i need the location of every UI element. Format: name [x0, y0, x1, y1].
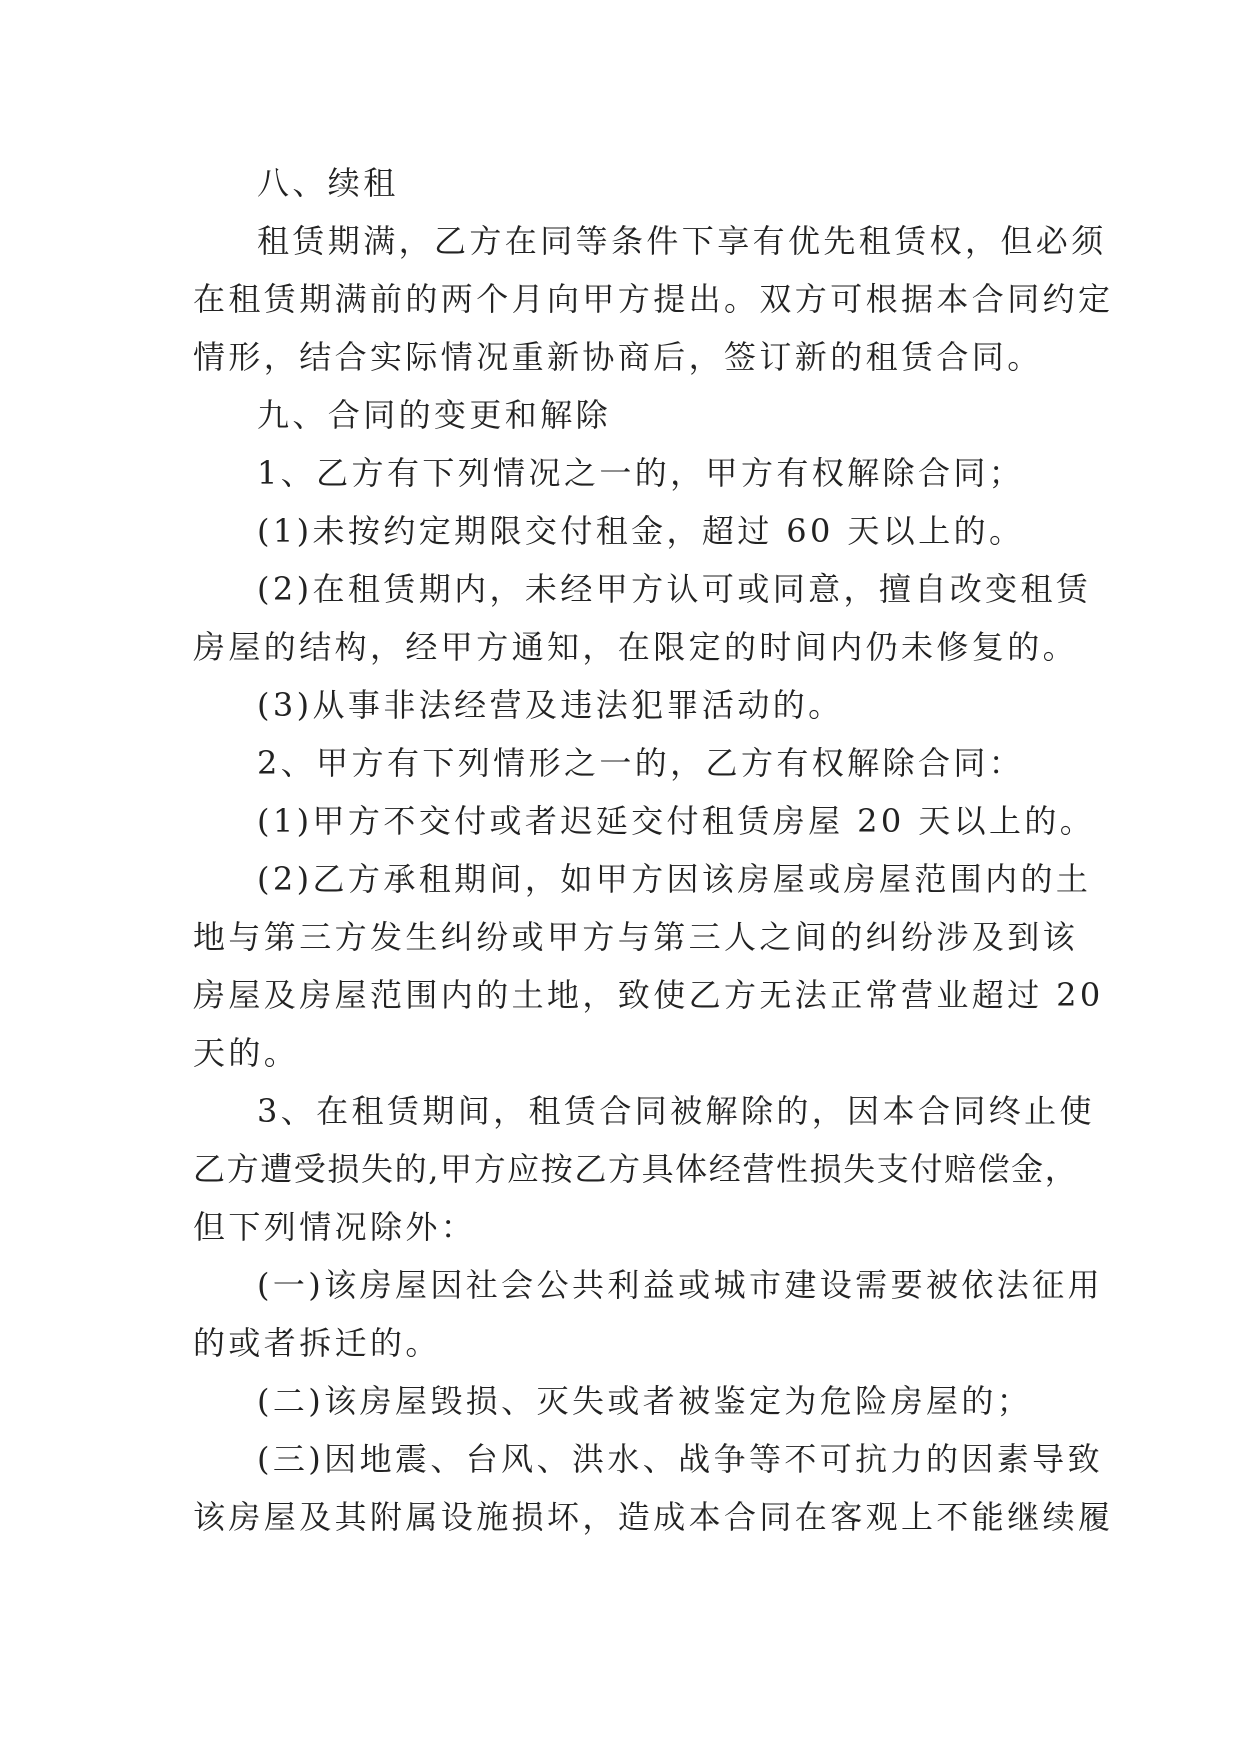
paragraph-line: (三)因地震、台风、洪水、战争等不可抗力的因素导致: [257, 1440, 1103, 1478]
paragraph-line: 3、在租赁期间，租赁合同被解除的，因本合同终止使: [257, 1092, 1095, 1130]
paragraph-line: 但下列情况除外：: [193, 1208, 477, 1246]
paragraph-line: 情形，结合实际情况重新协商后，签订新的租赁合同。: [193, 338, 1043, 376]
section-heading-renewal: 八、续租: [257, 164, 399, 202]
paragraph-line: 2、甲方有下列情形之一的，乙方有权解除合同：: [257, 744, 1025, 782]
section-heading-change-termination: 九、合同的变更和解除: [257, 396, 612, 434]
paragraph-line: (二)该房屋毁损、灭失或者被鉴定为危险房屋的；: [257, 1382, 1033, 1420]
paragraph-line: (3)从事非法经营及违法犯罪活动的。: [257, 686, 844, 724]
paragraph-line: 乙方遭受损失的,甲方应按乙方具体经营性损失支付赔偿金，: [193, 1150, 1079, 1188]
paragraph-line: (1)甲方不交付或者迟延交付租赁房屋 20 天以上的。: [257, 802, 1096, 840]
paragraph-line: 该房屋及其附属设施损坏，造成本合同在客观上不能继续履: [193, 1498, 1114, 1536]
paragraph-line: 地与第三方发生纠纷或甲方与第三人之间的纠纷涉及到该: [193, 918, 1079, 956]
paragraph-line: 1、乙方有下列情况之一的，甲方有权解除合同；: [257, 454, 1025, 492]
paragraph-line: 在租赁期满前的两个月向甲方提出。双方可根据本合同约定: [193, 280, 1114, 318]
paragraph-line: (一)该房屋因社会公共利益或城市建设需要被依法征用: [257, 1266, 1103, 1304]
paragraph-line: 房屋的结构，经甲方通知，在限定的时间内仍未修复的。: [193, 628, 1079, 666]
paragraph-line: 的或者拆迁的。: [193, 1324, 441, 1362]
paragraph-line: (1)未按约定期限交付租金，超过 60 天以上的。: [257, 512, 1025, 550]
paragraph-line: (2)乙方承租期间，如甲方因该房屋或房屋范围内的土: [257, 860, 1092, 898]
paragraph-line: (2)在租赁期内，未经甲方认可或同意，擅自改变租赁: [257, 570, 1092, 608]
paragraph-line: 天的。: [193, 1034, 300, 1072]
paragraph-line: 房屋及房屋范围内的土地，致使乙方无法正常营业超过 20: [193, 976, 1104, 1014]
paragraph-line: 租赁期满，乙方在同等条件下享有优先租赁权，但必须: [257, 222, 1107, 260]
